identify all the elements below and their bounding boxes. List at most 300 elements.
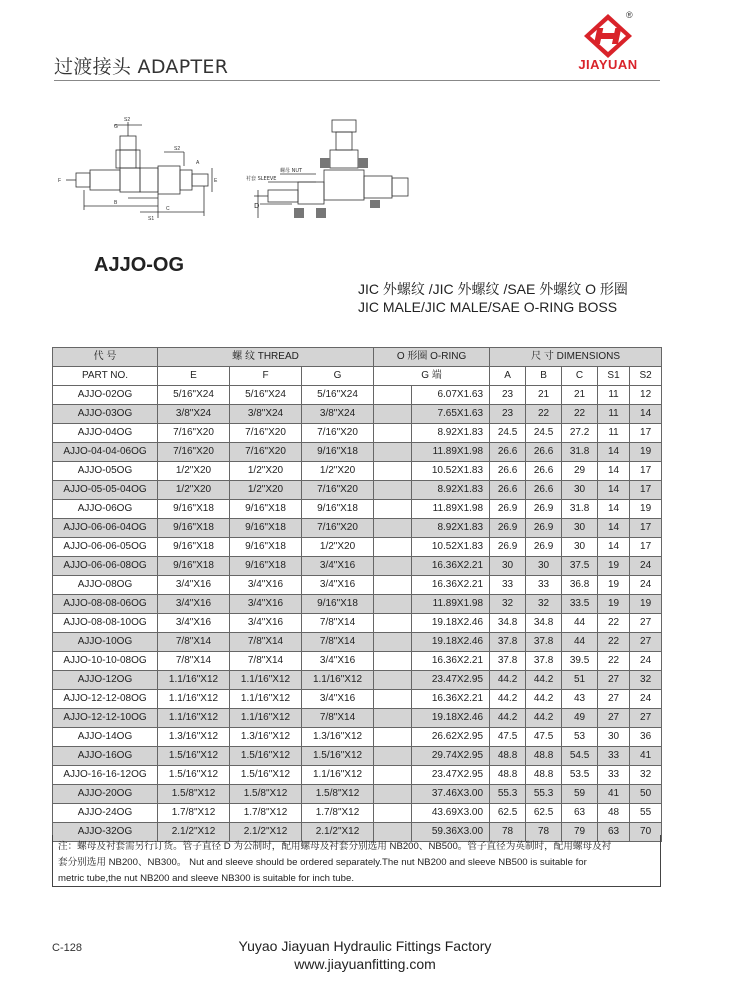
cell-thread-f: 1/2"X20 bbox=[230, 481, 302, 500]
header-b: B bbox=[526, 367, 562, 386]
cell-dim-s1: 27 bbox=[598, 671, 630, 690]
cell-thread-f: 3/4"X16 bbox=[230, 576, 302, 595]
cell-thread-g: 9/16"X18 bbox=[302, 500, 374, 519]
cell-thread-e: 7/16"X20 bbox=[158, 443, 230, 462]
cell-thread-e: 3/8"X24 bbox=[158, 405, 230, 424]
cell-dim-b: 48.8 bbox=[526, 747, 562, 766]
cell-blank bbox=[374, 386, 412, 405]
cell-dim-b: 21 bbox=[526, 386, 562, 405]
cell-oring-size: 8.92X1.83 bbox=[412, 481, 490, 500]
cell-dim-b: 44.2 bbox=[526, 709, 562, 728]
cell-blank bbox=[374, 728, 412, 747]
cell-thread-f: 1.5/8"X12 bbox=[230, 785, 302, 804]
cell-oring-size: 16.36X2.21 bbox=[412, 557, 490, 576]
table-row bbox=[53, 595, 662, 614]
cell-dim-c: 59 bbox=[562, 785, 598, 804]
cell-thread-e: 1.5/16"X12 bbox=[158, 766, 230, 785]
header-e: E bbox=[158, 367, 230, 386]
cell-dim-a: 33 bbox=[490, 576, 526, 595]
table-row bbox=[53, 614, 662, 633]
cell-dim-b: 24.5 bbox=[526, 424, 562, 443]
cell-part-no: AJJO-08-08-10OG bbox=[53, 614, 158, 633]
cell-part-no: AJJO-16OG bbox=[53, 747, 158, 766]
cell-thread-f: 1.7/8"X12 bbox=[230, 804, 302, 823]
cell-dim-c: 30 bbox=[562, 538, 598, 557]
cell-blank bbox=[374, 709, 412, 728]
cell-oring-size: 16.36X2.21 bbox=[412, 652, 490, 671]
cell-dim-b: 47.5 bbox=[526, 728, 562, 747]
cell-oring-size: 16.36X2.21 bbox=[412, 576, 490, 595]
cell-dim-b: 37.8 bbox=[526, 633, 562, 652]
table-row bbox=[53, 633, 662, 652]
cell-thread-f: 1.5/16"X12 bbox=[230, 747, 302, 766]
table-row bbox=[53, 728, 662, 747]
cell-part-no: AJJO-32OG bbox=[53, 823, 158, 842]
header-c: C bbox=[562, 367, 598, 386]
cell-dim-s2: 41 bbox=[630, 747, 662, 766]
cell-dim-s1: 22 bbox=[598, 614, 630, 633]
table-row bbox=[53, 405, 662, 424]
factory-name: Yuyao Jiayuan Hydraulic Fittings Factory bbox=[238, 938, 492, 954]
cell-part-no: AJJO-04OG bbox=[53, 424, 158, 443]
note-line-2: 套分别选用 NB200、NB300。 Nut and sleeve should be ordered separately.The nut NB200 and sleeve NB500 is suitable for bbox=[58, 857, 587, 868]
cell-blank bbox=[374, 576, 412, 595]
drawing-label-nut: 螺母 NUT bbox=[280, 168, 303, 174]
cell-blank bbox=[374, 538, 412, 557]
cell-oring-size: 23.47X2.95 bbox=[412, 766, 490, 785]
cell-dim-s2: 32 bbox=[630, 671, 662, 690]
ordering-notes bbox=[52, 835, 661, 887]
cell-dim-s2: 24 bbox=[630, 690, 662, 709]
cell-thread-g: 7/8"X14 bbox=[302, 614, 374, 633]
cell-thread-g: 1/2"X20 bbox=[302, 538, 374, 557]
cell-thread-f: 9/16"X18 bbox=[230, 557, 302, 576]
table-row bbox=[53, 804, 662, 823]
cell-part-no: AJJO-12-12-10OG bbox=[53, 709, 158, 728]
cell-dim-s1: 14 bbox=[598, 462, 630, 481]
cell-dim-s1: 11 bbox=[598, 386, 630, 405]
cell-dim-a: 62.5 bbox=[490, 804, 526, 823]
dim-label-b: B bbox=[114, 200, 118, 206]
cell-oring-size: 11.89X1.98 bbox=[412, 595, 490, 614]
cell-thread-g: 1.7/8"X12 bbox=[302, 804, 374, 823]
header-code-cn: 代 号 bbox=[53, 348, 158, 367]
cell-dim-s2: 24 bbox=[630, 557, 662, 576]
cell-blank bbox=[374, 443, 412, 462]
cell-part-no: AJJO-08OG bbox=[53, 576, 158, 595]
cell-thread-g: 7/16"X20 bbox=[302, 481, 374, 500]
cell-part-no: AJJO-02OG bbox=[53, 386, 158, 405]
cell-dim-a: 37.8 bbox=[490, 633, 526, 652]
cell-oring-size: 59.36X3.00 bbox=[412, 823, 490, 842]
table-row bbox=[53, 690, 662, 709]
cell-dim-s2: 17 bbox=[630, 462, 662, 481]
cell-dim-a: 26.6 bbox=[490, 481, 526, 500]
table-row bbox=[53, 424, 662, 443]
cell-thread-f: 1.5/16"X12 bbox=[230, 766, 302, 785]
cell-dim-s2: 27 bbox=[630, 633, 662, 652]
cell-dim-s2: 27 bbox=[630, 709, 662, 728]
cell-thread-f: 1.3/16"X12 bbox=[230, 728, 302, 747]
cell-dim-b: 26.6 bbox=[526, 462, 562, 481]
cell-dim-c: 51 bbox=[562, 671, 598, 690]
cell-dim-c: 49 bbox=[562, 709, 598, 728]
cell-dim-c: 43 bbox=[562, 690, 598, 709]
cell-thread-e: 7/8"X14 bbox=[158, 652, 230, 671]
cell-dim-c: 79 bbox=[562, 823, 598, 842]
cell-thread-g: 3/4"X16 bbox=[302, 557, 374, 576]
cell-thread-e: 7/16"X20 bbox=[158, 424, 230, 443]
cell-thread-e: 1.3/16"X12 bbox=[158, 728, 230, 747]
cell-thread-e: 3/4"X16 bbox=[158, 614, 230, 633]
cell-thread-e: 2.1/2"X12 bbox=[158, 823, 230, 842]
cell-thread-f: 9/16"X18 bbox=[230, 519, 302, 538]
cell-dim-a: 23 bbox=[490, 405, 526, 424]
cell-thread-f: 7/8"X14 bbox=[230, 652, 302, 671]
cell-dim-c: 31.8 bbox=[562, 500, 598, 519]
header-part-no: PART NO. bbox=[53, 367, 158, 386]
cell-part-no: AJJO-16-16-12OG bbox=[53, 766, 158, 785]
table-row bbox=[53, 481, 662, 500]
cell-dim-c: 31.8 bbox=[562, 443, 598, 462]
table-header-row bbox=[53, 348, 662, 367]
cell-dim-b: 44.2 bbox=[526, 690, 562, 709]
header-g: G bbox=[302, 367, 374, 386]
cell-thread-e: 3/4"X16 bbox=[158, 576, 230, 595]
cell-dim-b: 55.3 bbox=[526, 785, 562, 804]
cell-thread-f: 1.1/16"X12 bbox=[230, 671, 302, 690]
cell-thread-e: 9/16"X18 bbox=[158, 500, 230, 519]
cell-thread-e: 1.1/16"X12 bbox=[158, 671, 230, 690]
cell-oring-size: 19.18X2.46 bbox=[412, 633, 490, 652]
cell-dim-b: 26.9 bbox=[526, 500, 562, 519]
cell-dim-s1: 11 bbox=[598, 405, 630, 424]
cell-dim-a: 26.9 bbox=[490, 519, 526, 538]
cell-oring-size: 23.47X2.95 bbox=[412, 671, 490, 690]
cell-dim-c: 30 bbox=[562, 481, 598, 500]
cell-part-no: AJJO-20OG bbox=[53, 785, 158, 804]
table-row bbox=[53, 709, 662, 728]
table-row bbox=[53, 386, 662, 405]
cell-dim-b: 62.5 bbox=[526, 804, 562, 823]
cell-dim-c: 44 bbox=[562, 633, 598, 652]
cell-part-no: AJJO-12-12-08OG bbox=[53, 690, 158, 709]
cell-dim-s2: 14 bbox=[630, 405, 662, 424]
cell-dim-b: 44.2 bbox=[526, 671, 562, 690]
cell-dim-s1: 27 bbox=[598, 690, 630, 709]
cell-dim-s1: 19 bbox=[598, 576, 630, 595]
cell-dim-s2: 19 bbox=[630, 595, 662, 614]
cell-dim-c: 63 bbox=[562, 804, 598, 823]
cell-part-no: AJJO-05OG bbox=[53, 462, 158, 481]
table-row bbox=[53, 443, 662, 462]
cell-dim-s2: 32 bbox=[630, 766, 662, 785]
cell-oring-size: 26.62X2.95 bbox=[412, 728, 490, 747]
cell-thread-f: 5/16"X24 bbox=[230, 386, 302, 405]
cell-dim-s1: 14 bbox=[598, 538, 630, 557]
cell-thread-e: 1.5/8"X12 bbox=[158, 785, 230, 804]
header-thread: 螺 纹 THREAD bbox=[158, 348, 374, 367]
cell-dim-s2: 19 bbox=[630, 443, 662, 462]
dim-label-s2: S2 bbox=[124, 117, 131, 123]
cell-oring-size: 11.89X1.98 bbox=[412, 500, 490, 519]
cell-oring-size: 16.36X2.21 bbox=[412, 690, 490, 709]
cell-thread-g: 1.1/16"X12 bbox=[302, 766, 374, 785]
cell-dim-c: 27.2 bbox=[562, 424, 598, 443]
cell-thread-e: 1.5/16"X12 bbox=[158, 747, 230, 766]
dim-label-e: E bbox=[214, 178, 218, 184]
cell-thread-e: 9/16"X18 bbox=[158, 519, 230, 538]
table-row bbox=[53, 557, 662, 576]
cell-dim-b: 33 bbox=[526, 576, 562, 595]
cell-thread-e: 1.1/16"X12 bbox=[158, 690, 230, 709]
brand-name: JIAYUAN bbox=[578, 57, 638, 72]
cell-dim-s2: 17 bbox=[630, 519, 662, 538]
table-row bbox=[53, 500, 662, 519]
cell-blank bbox=[374, 424, 412, 443]
cell-oring-size: 10.52X1.83 bbox=[412, 462, 490, 481]
cell-dim-s1: 19 bbox=[598, 595, 630, 614]
cell-thread-g: 1.3/16"X12 bbox=[302, 728, 374, 747]
cell-dim-a: 24.5 bbox=[490, 424, 526, 443]
cell-thread-g: 7/16"X20 bbox=[302, 424, 374, 443]
dim-label-s1: S1 bbox=[148, 216, 155, 222]
cell-blank bbox=[374, 652, 412, 671]
cell-thread-g: 7/8"X14 bbox=[302, 633, 374, 652]
table-row bbox=[53, 519, 662, 538]
cell-dim-s2: 17 bbox=[630, 481, 662, 500]
cell-dim-b: 34.8 bbox=[526, 614, 562, 633]
cell-thread-f: 7/16"X20 bbox=[230, 424, 302, 443]
cell-thread-f: 9/16"X18 bbox=[230, 500, 302, 519]
table-row bbox=[53, 785, 662, 804]
cell-dim-c: 44 bbox=[562, 614, 598, 633]
cell-part-no: AJJO-06-06-08OG bbox=[53, 557, 158, 576]
cell-thread-f: 3/8"X24 bbox=[230, 405, 302, 424]
cell-dim-a: 78 bbox=[490, 823, 526, 842]
cell-blank bbox=[374, 804, 412, 823]
dim-label-a: A bbox=[196, 160, 200, 166]
cell-thread-g: 1.5/16"X12 bbox=[302, 747, 374, 766]
table-row bbox=[53, 538, 662, 557]
note-line-3: metric tube,the nut NB200 and sleeve NB300 is suitable for inch tube. bbox=[58, 873, 354, 884]
cell-dim-b: 37.8 bbox=[526, 652, 562, 671]
cell-dim-s1: 30 bbox=[598, 728, 630, 747]
cell-thread-g: 1.5/8"X12 bbox=[302, 785, 374, 804]
header-s2: S2 bbox=[630, 367, 662, 386]
note-line-1: 注：螺母及衬套需另行订货。管子直径 D 为公制时，配用螺母及衬套分别选用 NB200、NB500。管子直径为英制时，配用螺母及衬 bbox=[58, 841, 612, 852]
cell-oring-size: 19.18X2.46 bbox=[412, 614, 490, 633]
cell-dim-a: 37.8 bbox=[490, 652, 526, 671]
dim-label-s2-right: S2 bbox=[174, 146, 181, 152]
cell-thread-e: 1/2"X20 bbox=[158, 481, 230, 500]
cell-dim-a: 44.2 bbox=[490, 690, 526, 709]
cell-part-no: AJJO-06OG bbox=[53, 500, 158, 519]
header-dimensions: 尺 寸 DIMENSIONS bbox=[490, 348, 662, 367]
table-row bbox=[53, 652, 662, 671]
cell-dim-a: 26.9 bbox=[490, 500, 526, 519]
page-number: C-128 bbox=[52, 942, 82, 954]
cell-dim-a: 26.9 bbox=[490, 538, 526, 557]
cell-dim-c: 21 bbox=[562, 386, 598, 405]
cell-thread-g: 1.1/16"X12 bbox=[302, 671, 374, 690]
product-description-en: JIC MALE/JIC MALE/SAE O-RING BOSS bbox=[358, 299, 618, 315]
cell-blank bbox=[374, 690, 412, 709]
cell-dim-c: 36.8 bbox=[562, 576, 598, 595]
cell-dim-a: 23 bbox=[490, 386, 526, 405]
cell-dim-b: 22 bbox=[526, 405, 562, 424]
cell-part-no: AJJO-14OG bbox=[53, 728, 158, 747]
cell-dim-s1: 33 bbox=[598, 766, 630, 785]
header-f: F bbox=[230, 367, 302, 386]
cell-dim-a: 26.6 bbox=[490, 462, 526, 481]
cell-dim-s2: 36 bbox=[630, 728, 662, 747]
cell-thread-g: 3/4"X16 bbox=[302, 576, 374, 595]
website-url: www.jiayuanfitting.com bbox=[294, 956, 436, 972]
specification-table bbox=[52, 347, 662, 842]
cell-oring-size: 8.92X1.83 bbox=[412, 424, 490, 443]
cell-blank bbox=[374, 462, 412, 481]
cell-dim-c: 53.5 bbox=[562, 766, 598, 785]
cell-dim-s1: 33 bbox=[598, 747, 630, 766]
cell-dim-s1: 14 bbox=[598, 500, 630, 519]
cell-dim-s1: 41 bbox=[598, 785, 630, 804]
header-a: A bbox=[490, 367, 526, 386]
cell-thread-g: 9/16"X18 bbox=[302, 443, 374, 462]
cell-thread-g: 5/16"X24 bbox=[302, 386, 374, 405]
cell-thread-g: 3/4"X16 bbox=[302, 652, 374, 671]
cell-dim-s1: 48 bbox=[598, 804, 630, 823]
cell-blank bbox=[374, 519, 412, 538]
header-oring: O 形圈 O-RING bbox=[374, 348, 490, 367]
dim-label-g: G bbox=[114, 124, 118, 130]
cell-thread-g: 1/2"X20 bbox=[302, 462, 374, 481]
cell-part-no: AJJO-04-04-06OG bbox=[53, 443, 158, 462]
cell-oring-size: 37.46X3.00 bbox=[412, 785, 490, 804]
cell-oring-size: 11.89X1.98 bbox=[412, 443, 490, 462]
cell-thread-g: 7/8"X14 bbox=[302, 709, 374, 728]
cell-oring-size: 43.69X3.00 bbox=[412, 804, 490, 823]
cell-thread-e: 9/16"X18 bbox=[158, 557, 230, 576]
cell-dim-c: 22 bbox=[562, 405, 598, 424]
cell-thread-f: 3/4"X16 bbox=[230, 595, 302, 614]
cell-dim-c: 29 bbox=[562, 462, 598, 481]
cell-oring-size: 6.07X1.63 bbox=[412, 386, 490, 405]
cell-dim-c: 33.5 bbox=[562, 595, 598, 614]
cell-dim-b: 26.6 bbox=[526, 481, 562, 500]
cell-thread-f: 7/16"X20 bbox=[230, 443, 302, 462]
cell-thread-g: 2.1/2"X12 bbox=[302, 823, 374, 842]
cell-blank bbox=[374, 747, 412, 766]
cell-dim-a: 48.8 bbox=[490, 766, 526, 785]
cell-oring-size: 29.74X2.95 bbox=[412, 747, 490, 766]
cell-blank bbox=[374, 405, 412, 424]
cell-dim-a: 32 bbox=[490, 595, 526, 614]
cell-dim-b: 26.6 bbox=[526, 443, 562, 462]
cell-dim-s1: 14 bbox=[598, 443, 630, 462]
cell-dim-s2: 17 bbox=[630, 424, 662, 443]
header-s1: S1 bbox=[598, 367, 630, 386]
cell-blank bbox=[374, 671, 412, 690]
cell-dim-b: 30 bbox=[526, 557, 562, 576]
cell-dim-s1: 22 bbox=[598, 633, 630, 652]
table-subheader-row bbox=[53, 367, 662, 386]
cell-dim-s1: 27 bbox=[598, 709, 630, 728]
cell-thread-e: 3/4"X16 bbox=[158, 595, 230, 614]
page-title: 过渡接头 ADAPTER bbox=[54, 56, 229, 78]
cell-oring-size: 7.65X1.63 bbox=[412, 405, 490, 424]
cell-thread-e: 1.7/8"X12 bbox=[158, 804, 230, 823]
table-row bbox=[53, 671, 662, 690]
cell-dim-s2: 12 bbox=[630, 386, 662, 405]
cell-thread-e: 7/8"X14 bbox=[158, 633, 230, 652]
cell-dim-c: 54.5 bbox=[562, 747, 598, 766]
cell-blank bbox=[374, 595, 412, 614]
table-row bbox=[53, 747, 662, 766]
cell-dim-s2: 55 bbox=[630, 804, 662, 823]
cell-dim-a: 47.5 bbox=[490, 728, 526, 747]
cell-dim-c: 53 bbox=[562, 728, 598, 747]
cell-part-no: AJJO-05-05-04OG bbox=[53, 481, 158, 500]
cell-dim-a: 48.8 bbox=[490, 747, 526, 766]
cell-thread-f: 9/16"X18 bbox=[230, 538, 302, 557]
cell-dim-c: 30 bbox=[562, 519, 598, 538]
cell-blank bbox=[374, 785, 412, 804]
cell-dim-s2: 24 bbox=[630, 576, 662, 595]
cell-part-no: AJJO-10OG bbox=[53, 633, 158, 652]
trademark-symbol: ® bbox=[626, 10, 633, 20]
cell-dim-a: 26.6 bbox=[490, 443, 526, 462]
cell-oring-size: 19.18X2.46 bbox=[412, 709, 490, 728]
cell-blank bbox=[374, 557, 412, 576]
cell-dim-a: 44.2 bbox=[490, 709, 526, 728]
cell-dim-s2: 27 bbox=[630, 614, 662, 633]
cell-dim-s1: 22 bbox=[598, 652, 630, 671]
cell-blank bbox=[374, 481, 412, 500]
drawing-label-sleeve: 衬套 SLEEVE bbox=[246, 176, 277, 182]
cell-thread-f: 7/8"X14 bbox=[230, 633, 302, 652]
cell-thread-e: 1/2"X20 bbox=[158, 462, 230, 481]
table-row bbox=[53, 462, 662, 481]
cell-thread-g: 7/16"X20 bbox=[302, 519, 374, 538]
cell-part-no: AJJO-06-06-05OG bbox=[53, 538, 158, 557]
cell-dim-s2: 70 bbox=[630, 823, 662, 842]
cell-part-no: AJJO-06-06-04OG bbox=[53, 519, 158, 538]
cell-thread-f: 3/4"X16 bbox=[230, 614, 302, 633]
cell-dim-s1: 14 bbox=[598, 481, 630, 500]
cell-thread-e: 5/16"X24 bbox=[158, 386, 230, 405]
cell-thread-f: 2.1/2"X12 bbox=[230, 823, 302, 842]
cell-blank bbox=[374, 633, 412, 652]
cell-dim-a: 30 bbox=[490, 557, 526, 576]
cell-dim-s2: 19 bbox=[630, 500, 662, 519]
cell-part-no: AJJO-12OG bbox=[53, 671, 158, 690]
cell-thread-g: 3/8"X24 bbox=[302, 405, 374, 424]
cell-blank bbox=[374, 766, 412, 785]
cell-dim-b: 32 bbox=[526, 595, 562, 614]
cell-part-no: AJJO-24OG bbox=[53, 804, 158, 823]
cell-thread-e: 1.1/16"X12 bbox=[158, 709, 230, 728]
cell-dim-b: 26.9 bbox=[526, 538, 562, 557]
cell-part-no: AJJO-03OG bbox=[53, 405, 158, 424]
cell-thread-e: 9/16"X18 bbox=[158, 538, 230, 557]
cell-thread-g: 3/4"X16 bbox=[302, 690, 374, 709]
cell-dim-c: 37.5 bbox=[562, 557, 598, 576]
cell-thread-f: 1.1/16"X12 bbox=[230, 690, 302, 709]
cell-dim-s2: 17 bbox=[630, 538, 662, 557]
cell-blank bbox=[374, 500, 412, 519]
cell-thread-g: 9/16"X18 bbox=[302, 595, 374, 614]
